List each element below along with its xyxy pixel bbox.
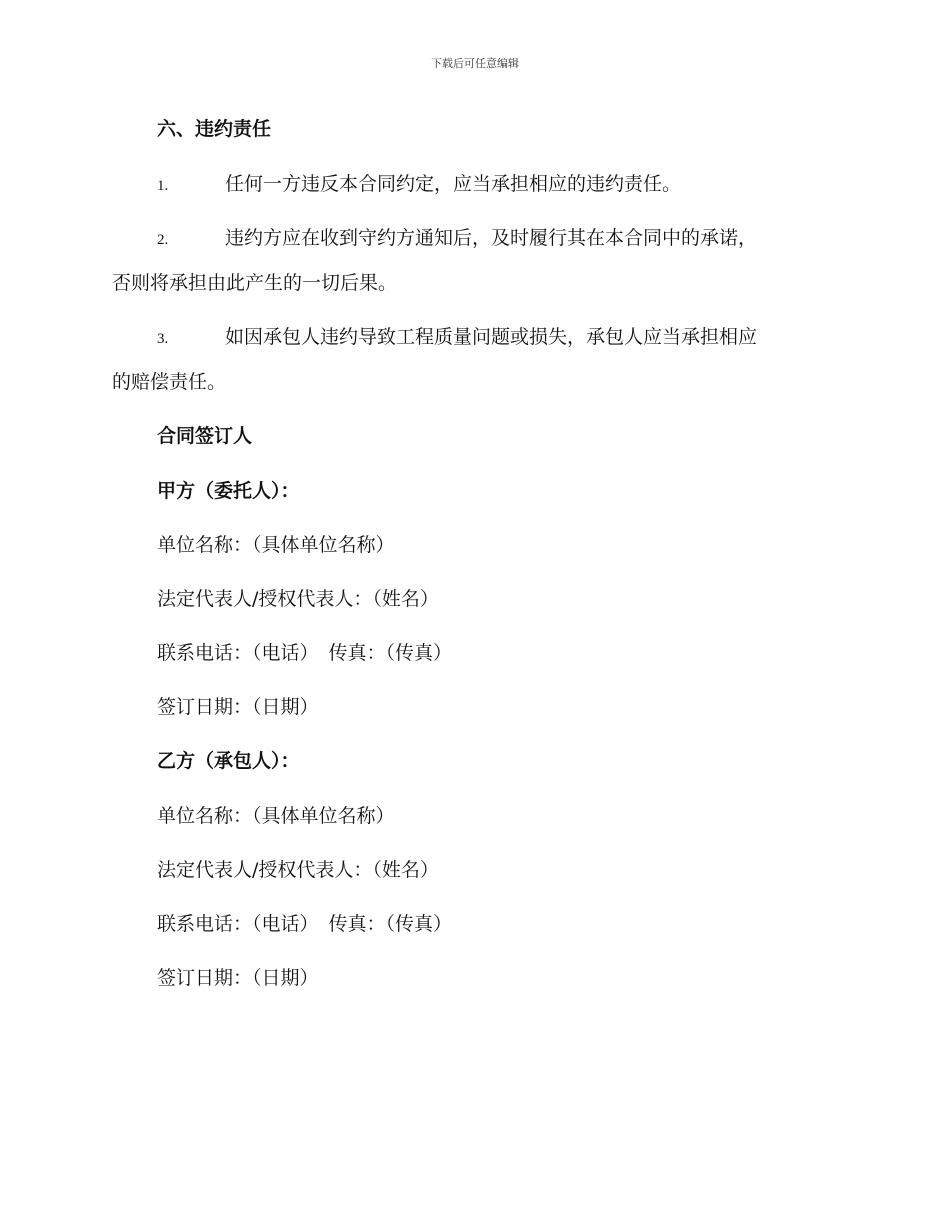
signatories-title: 合同签订人 xyxy=(157,425,253,447)
party-a-phone: 联系电话：（电话） xyxy=(157,642,319,664)
party-b-fax: 传真：（传真） xyxy=(328,913,453,935)
clause-text: 任何一方违反本合同约定，应当承担相应的违约责任。 xyxy=(225,173,682,195)
clause-text: 违约方应在收到守约方通知后，及时履行其在本合同中的承诺， xyxy=(225,227,758,249)
party-a-fax: 传真：（传真） xyxy=(328,642,453,664)
party-a-date: 签订日期：（日期） xyxy=(157,696,319,718)
party-b-rep: 法定代表人/授权代表人：（姓名） xyxy=(157,859,439,881)
party-a-rep: 法定代表人/授权代表人：（姓名） xyxy=(157,588,439,610)
party-b-contact xyxy=(157,912,452,936)
header-note: 下载后可任意编辑 xyxy=(431,57,519,70)
section-title: 六、违约责任 xyxy=(157,118,272,140)
clause-text: 如因承包人违约导致工程质量问题或损失，承包人应当承担相应 xyxy=(225,326,758,348)
clause-2 xyxy=(157,226,757,252)
clause-3-continuation: 的赔偿责任。 xyxy=(112,371,227,393)
clause-1 xyxy=(157,172,681,198)
clause-3 xyxy=(157,325,757,351)
clause-number: 1. xyxy=(157,178,169,194)
clause-number: 3. xyxy=(157,331,169,347)
clause-2-continuation: 否则将承担由此产生的一切后果。 xyxy=(112,272,398,294)
party-a-unit: 单位名称：（具体单位名称） xyxy=(157,534,395,556)
clause-number: 2. xyxy=(157,232,169,248)
party-b-unit: 单位名称：（具体单位名称） xyxy=(157,805,395,827)
party-a-heading: 甲方（委托人）： xyxy=(157,480,300,502)
party-a-contact xyxy=(157,641,452,665)
party-b-date: 签订日期：（日期） xyxy=(157,967,319,989)
party-b-heading: 乙方（承包人）： xyxy=(157,750,300,772)
party-b-phone: 联系电话：（电话） xyxy=(157,913,319,935)
